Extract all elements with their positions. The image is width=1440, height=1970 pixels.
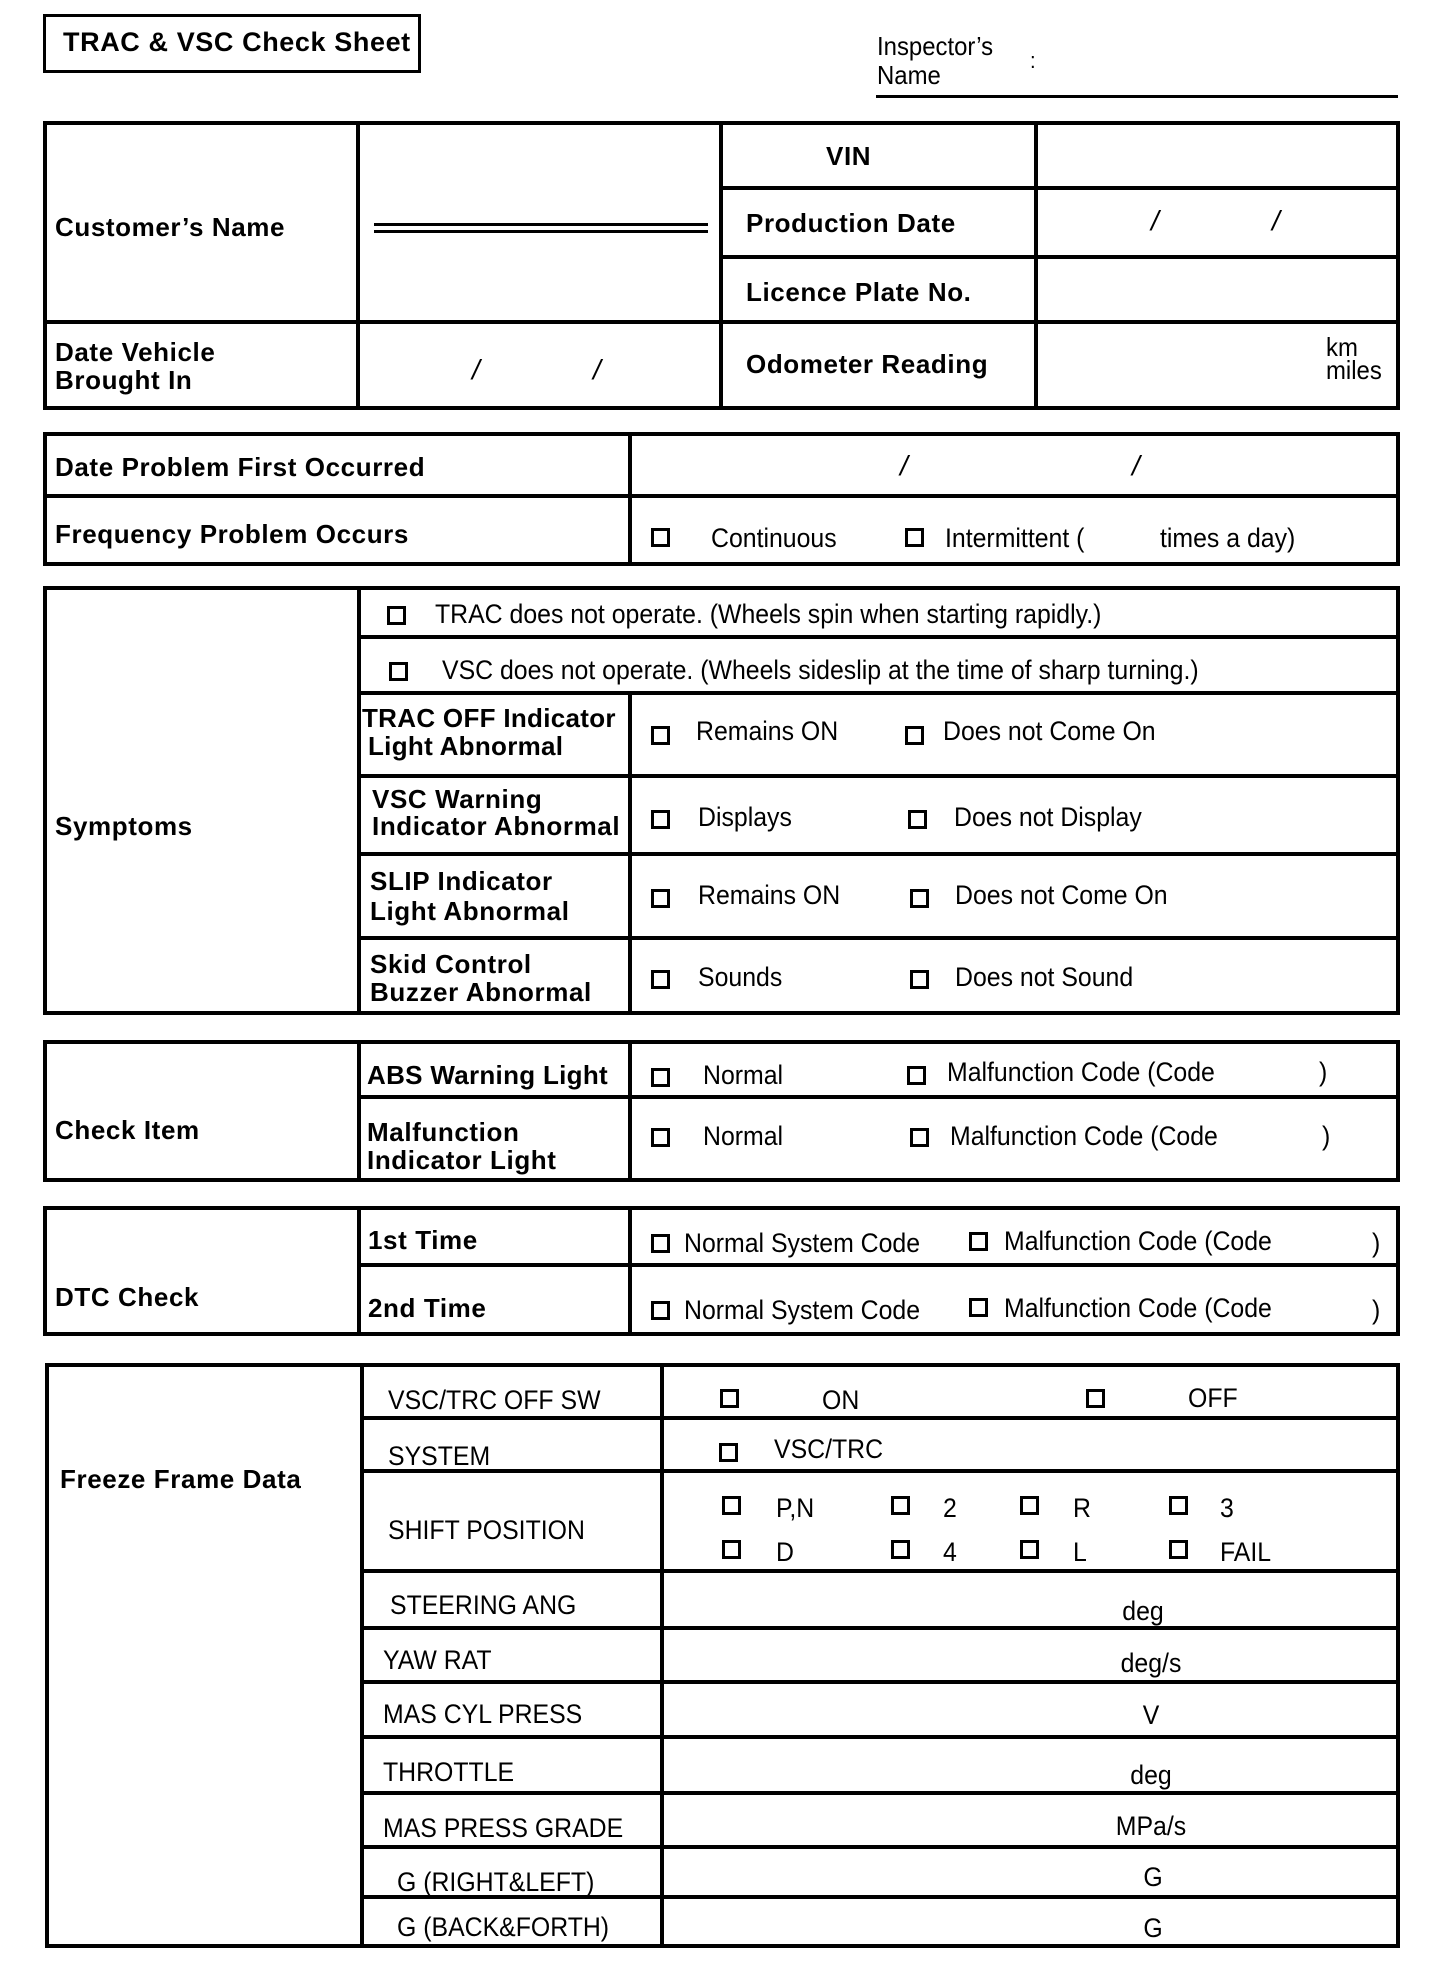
off-sw-on-label: ON — [822, 1385, 860, 1415]
abs-malfunction-checkbox[interactable] — [907, 1066, 926, 1085]
symptom-row-label — [372, 786, 620, 840]
throttle-unit: deg — [1130, 1760, 1172, 1790]
divider — [357, 691, 1400, 695]
divider — [628, 432, 632, 566]
divider — [1034, 121, 1038, 410]
symptom-label-line2: Buzzer Abnormal — [370, 977, 592, 1007]
inspector-colon: : — [1030, 48, 1036, 73]
buzzer-not-sound-checkbox[interactable] — [910, 970, 929, 989]
vsc-warning-displays-checkbox[interactable] — [651, 810, 670, 829]
odometer-unit-km: km — [1326, 332, 1358, 362]
intermittent-label: Intermittent ( — [945, 523, 1085, 553]
trac-off-remains-on-checkbox[interactable] — [651, 726, 670, 745]
shift-position-label: SHIFT POSITION — [388, 1515, 585, 1545]
intermittent-checkbox[interactable] — [905, 528, 924, 547]
shift-3-checkbox[interactable] — [1169, 1496, 1188, 1515]
yaw-rat-unit: deg/s — [1120, 1648, 1182, 1678]
divider — [357, 586, 361, 1015]
date-separator: / — [900, 450, 908, 481]
yaw-rat-label: YAW RAT — [383, 1645, 492, 1675]
divider — [660, 1363, 664, 1948]
abs-normal-checkbox[interactable] — [651, 1068, 670, 1087]
dtc-second-normal-label: Normal System Code — [684, 1295, 921, 1325]
mas-cyl-press-label: MAS CYL PRESS — [383, 1699, 583, 1729]
times-a-day-field[interactable] — [1108, 510, 1156, 556]
check-item-label: Check Item — [55, 1115, 200, 1145]
yaw-rat-field[interactable] — [666, 1631, 1106, 1678]
mil-normal-label: Normal — [703, 1121, 784, 1151]
trac-not-operate-checkbox[interactable] — [387, 606, 406, 625]
shift-pn-checkbox[interactable] — [722, 1496, 741, 1515]
divider — [360, 1569, 1400, 1573]
symptom-label-line1: Skid Control — [370, 949, 532, 979]
dtc-second-malfunction-checkbox[interactable] — [969, 1298, 988, 1317]
off-sw-off-checkbox[interactable] — [1086, 1389, 1105, 1408]
licence-plate-field[interactable] — [1040, 260, 1394, 318]
symptom-label-line1: TRAC OFF Indicator — [362, 703, 616, 733]
divider — [719, 320, 1400, 324]
g-back-forth-field[interactable] — [666, 1900, 1106, 1944]
mas-press-grade-unit: MPa/s — [1115, 1811, 1187, 1841]
shift-l-checkbox[interactable] — [1020, 1540, 1039, 1559]
divider — [719, 255, 1400, 259]
inspector-label-line1: Inspector’s — [877, 31, 994, 61]
slip-not-come-on-label: Does not Come On — [955, 880, 1168, 910]
g-right-left-unit: G — [1143, 1862, 1163, 1892]
dtc-first-malfunction-label: Malfunction Code (Code — [1004, 1226, 1272, 1256]
vsc-not-operate-checkbox[interactable] — [389, 662, 408, 681]
trac-not-operate-label: TRAC does not operate. (Wheels spin when starting rapidly.) — [435, 599, 1102, 629]
divider — [628, 1206, 632, 1336]
off-sw-label: VSC/TRC OFF SW — [388, 1385, 601, 1415]
g-right-left-field[interactable] — [666, 1850, 1106, 1893]
trac-off-not-come-on-checkbox[interactable] — [905, 726, 924, 745]
vsc-warning-not-display-label: Does not Display — [954, 802, 1142, 832]
system-vsc-trc-checkbox[interactable] — [719, 1443, 738, 1462]
divider — [360, 1845, 1400, 1849]
vin-field[interactable] — [1040, 126, 1394, 184]
symptom-label-line2: Light Abnormal — [370, 896, 570, 926]
abs-malfunction-label: Malfunction Code (Code — [947, 1057, 1215, 1087]
freeze-frame-label: Freeze Frame Data — [60, 1464, 302, 1494]
shift-4-label: 4 — [943, 1537, 957, 1567]
divider — [357, 774, 1400, 778]
dtc-first-time-label: 1st Time — [368, 1225, 478, 1255]
abs-normal-label: Normal — [703, 1060, 784, 1090]
dtc-first-normal-label: Normal System Code — [684, 1228, 921, 1258]
odometer-field[interactable] — [1040, 326, 1310, 406]
g-right-left-label: G (RIGHT&LEFT) — [397, 1867, 595, 1897]
date-separator: / — [472, 354, 480, 385]
date-first-occurred-label: Date Problem First Occurred — [55, 452, 426, 482]
trac-off-not-come-on-label: Does not Come On — [943, 716, 1156, 746]
dtc-second-close: ) — [1372, 1295, 1381, 1325]
divider — [360, 1416, 1400, 1420]
symptom-label-line1: VSC Warning — [372, 784, 543, 814]
symptoms-label: Symptoms — [55, 811, 193, 841]
divider — [360, 1791, 1400, 1795]
divider — [360, 1680, 1400, 1684]
dtc-first-code-field[interactable] — [1310, 1218, 1370, 1258]
off-sw-on-checkbox[interactable] — [720, 1389, 739, 1408]
symptom-row-label — [370, 950, 592, 1006]
abs-code-close: ) — [1319, 1057, 1328, 1087]
dtc-check-label: DTC Check — [55, 1282, 200, 1312]
shift-fail-checkbox[interactable] — [1169, 1540, 1188, 1559]
slip-not-come-on-checkbox[interactable] — [910, 889, 929, 908]
trac-off-remains-on-label: Remains ON — [696, 716, 839, 746]
divider — [719, 186, 1400, 190]
mil-code-close: ) — [1322, 1121, 1331, 1151]
abs-code-field[interactable] — [1252, 1050, 1316, 1090]
mil-malfunction-checkbox[interactable] — [910, 1128, 929, 1147]
shift-d-label: D — [776, 1537, 794, 1567]
inspector-underline — [876, 95, 1398, 98]
inspector-name-field[interactable] — [1050, 40, 1395, 94]
continuous-checkbox[interactable] — [651, 528, 670, 547]
buzzer-sounds-checkbox[interactable] — [651, 970, 670, 989]
date-separator: / — [593, 354, 601, 385]
dtc-second-normal-checkbox[interactable] — [651, 1301, 670, 1320]
symptom-row-label — [370, 866, 570, 926]
slip-remains-on-label: Remains ON — [698, 880, 841, 910]
divider — [360, 1735, 1400, 1739]
divider — [356, 121, 360, 410]
mas-cyl-press-unit: V — [1142, 1700, 1160, 1730]
vsc-warning-not-display-checkbox[interactable] — [908, 810, 927, 829]
steering-ang-label: STEERING ANG — [390, 1590, 577, 1620]
divider — [357, 1263, 1400, 1267]
symptom-label-line2: Indicator Abnormal — [372, 811, 621, 841]
system-label: SYSTEM — [388, 1441, 491, 1471]
dtc-second-malfunction-label: Malfunction Code (Code — [1004, 1293, 1272, 1323]
steering-ang-unit: deg — [1122, 1596, 1164, 1626]
shift-4-checkbox[interactable] — [891, 1540, 910, 1559]
odometer-unit-miles: miles — [1326, 355, 1382, 385]
date-brought-in-label — [55, 338, 215, 394]
throttle-label: THROTTLE — [383, 1757, 515, 1787]
page-title: TRAC & VSC Check Sheet — [63, 27, 411, 57]
divider — [357, 936, 1400, 940]
inspector-label — [877, 32, 993, 90]
shift-r-label: R — [1073, 1493, 1091, 1523]
date-first-occurred-field[interactable] — [634, 438, 1394, 492]
vin-label: VIN — [826, 141, 872, 171]
dtc-second-time-label: 2nd Time — [368, 1293, 487, 1323]
shift-pn-label: P,N — [776, 1493, 815, 1523]
symptom-label-line2: Light Abnormal — [368, 731, 564, 761]
symptoms-table — [43, 586, 1400, 1015]
odometer-label: Odometer Reading — [746, 349, 989, 379]
production-date-field[interactable] — [1040, 191, 1394, 253]
slip-remains-on-checkbox[interactable] — [651, 889, 670, 908]
customer-name-double-line-top — [374, 223, 708, 226]
throttle-field[interactable] — [666, 1740, 1106, 1789]
mil-label — [367, 1118, 557, 1174]
shift-fail-label: FAIL — [1220, 1537, 1272, 1567]
vsc-warning-displays-label: Displays — [698, 802, 792, 832]
shift-l-label: L — [1073, 1537, 1087, 1567]
shift-2-label: 2 — [943, 1493, 957, 1523]
dtc-first-normal-checkbox[interactable] — [651, 1234, 670, 1253]
divider — [43, 320, 721, 324]
customer-name-label: Customer’s Name — [55, 212, 286, 242]
date-brought-in-label-line1: Date Vehicle — [55, 337, 216, 367]
symptom-label-line1: SLIP Indicator — [370, 866, 553, 896]
dtc-first-close: ) — [1372, 1228, 1381, 1258]
date-separator: / — [1132, 450, 1140, 481]
mas-cyl-press-field[interactable] — [666, 1685, 1106, 1733]
frequency-label: Frequency Problem Occurs — [55, 519, 409, 549]
date-brought-in-field[interactable] — [362, 326, 716, 406]
mil-normal-checkbox[interactable] — [651, 1128, 670, 1147]
inspector-label-line2: Name — [877, 60, 941, 90]
divider — [360, 1469, 1400, 1473]
buzzer-not-sound-label: Does not Sound — [955, 962, 1134, 992]
mil-label-line2: Indicator Light — [367, 1145, 557, 1175]
production-date-label: Production Date — [746, 208, 956, 238]
symptom-row-label — [362, 704, 616, 760]
times-a-day-label: times a day) — [1160, 523, 1296, 553]
divider — [628, 1040, 632, 1182]
licence-plate-label: Licence Plate No. — [746, 277, 972, 307]
buzzer-sounds-label: Sounds — [698, 962, 783, 992]
shift-r-checkbox[interactable] — [1020, 1496, 1039, 1515]
divider — [360, 1626, 1400, 1630]
divider — [357, 1040, 361, 1182]
g-back-forth-unit: G — [1143, 1913, 1163, 1943]
system-vsc-trc-label: VSC/TRC — [774, 1434, 884, 1464]
divider — [357, 852, 1400, 856]
mas-press-grade-label: MAS PRESS GRADE — [383, 1813, 624, 1843]
dtc-first-malfunction-checkbox[interactable] — [969, 1232, 988, 1251]
mil-malfunction-label: Malfunction Code (Code — [950, 1121, 1218, 1151]
divider — [43, 494, 1400, 498]
divider — [357, 635, 1400, 639]
date-separator: / — [1272, 205, 1280, 236]
date-brought-in-label-line2: Brought In — [55, 365, 193, 395]
vsc-not-operate-label: VSC does not operate. (Wheels sideslip at the time of sharp turning.) — [442, 655, 1199, 685]
divider — [719, 121, 723, 410]
shift-d-checkbox[interactable] — [722, 1540, 741, 1559]
customer-name-double-line-bottom — [374, 230, 708, 233]
abs-warning-light-label: ABS Warning Light — [367, 1060, 608, 1090]
mil-code-field[interactable] — [1255, 1110, 1319, 1150]
divider — [357, 1206, 361, 1336]
steering-ang-field[interactable] — [666, 1575, 1106, 1624]
divider — [357, 1095, 1400, 1099]
continuous-label: Continuous — [711, 523, 837, 553]
date-separator: / — [1151, 205, 1159, 236]
shift-2-checkbox[interactable] — [891, 1496, 910, 1515]
mil-label-line1: Malfunction — [367, 1117, 520, 1147]
mas-press-grade-field[interactable] — [666, 1796, 1106, 1843]
off-sw-off-label: OFF — [1188, 1383, 1238, 1413]
g-back-forth-label: G (BACK&FORTH) — [397, 1912, 610, 1942]
shift-3-label: 3 — [1220, 1493, 1234, 1523]
divider — [360, 1363, 364, 1948]
dtc-second-code-field[interactable] — [1310, 1284, 1370, 1324]
